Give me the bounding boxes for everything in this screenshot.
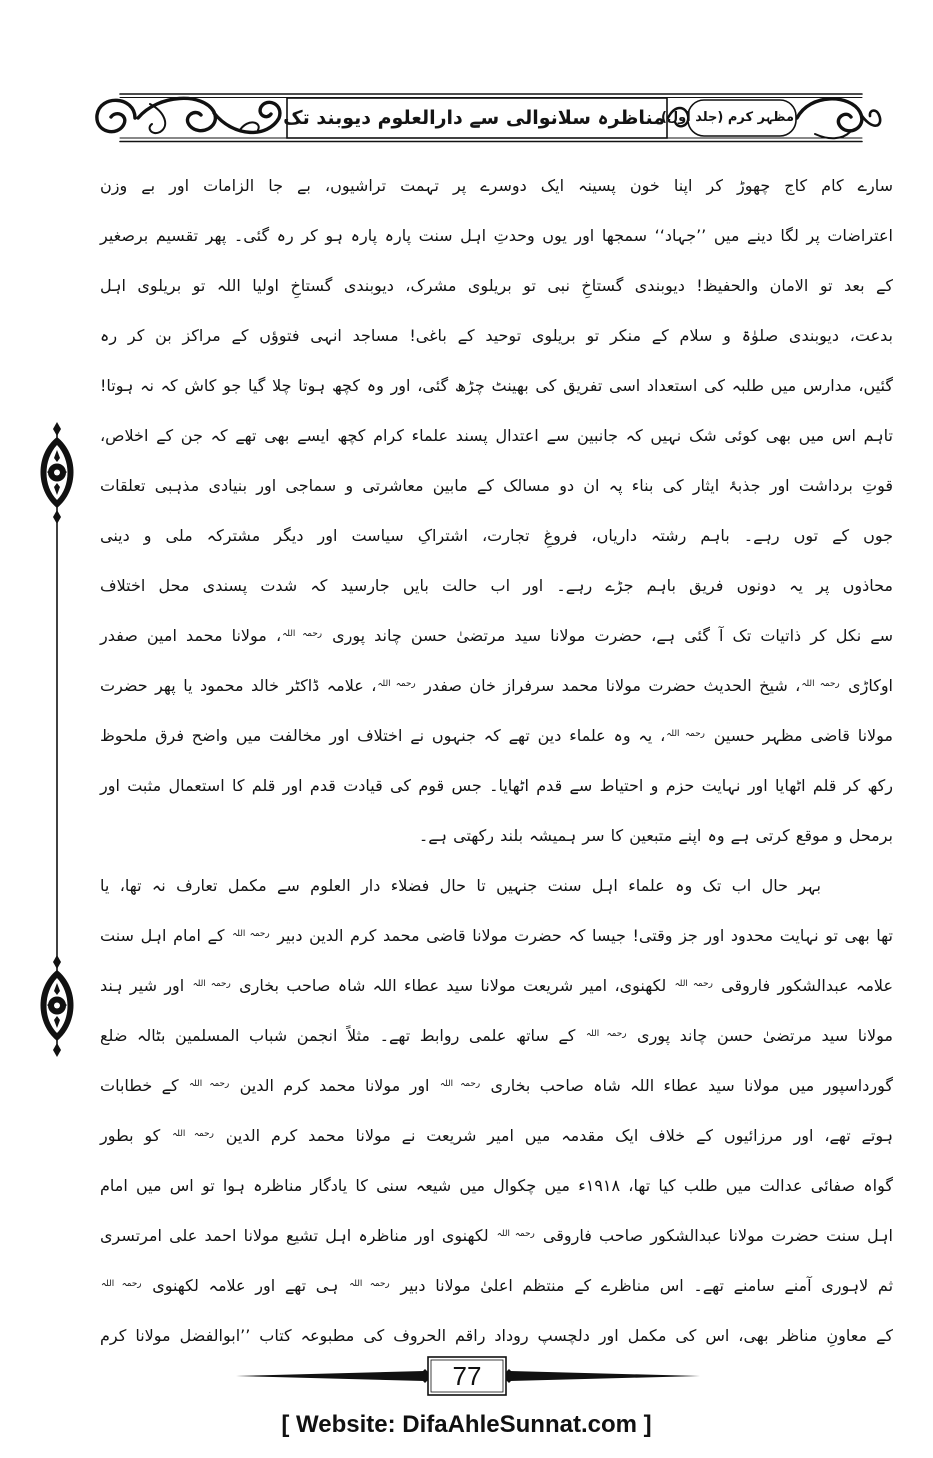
honorific-rahimahullah: رحمہ اللہ [192, 979, 231, 990]
text-line: بدعت، دیوبندی صلوٰۃ و سلام کے منکر تو بریلوی توحید کے باغی! مساجد انہی فتوؤں کے مراکز بن کر رہ [100, 326, 893, 345]
text-line: اوکاڑی $^{رحمہ اللہ}$، شیخ الحدیث حضرت مولانا محمد سرفراز خان صفدر $^{رحمہ اللہ}$، علامہ ڈاکٹر خالد محمود یا پھر حضرت [100, 676, 894, 695]
text-line: جوں کے توں رہے۔ باہم رشتہ داریاں، فروغِ تجارت، اشتراکِ سیاست اور دیگر مشترکہ ملی و دینی [100, 526, 893, 545]
honorific-rahimahullah: رحمہ اللہ [172, 1129, 214, 1140]
honorific-rahimahullah: رحمہ اللہ [674, 979, 713, 990]
text-line: مولانا قاضی مظہر حسین $^{رحمہ اللہ}$، یہ وہ علماء دین تھے کہ جنہوں نے اختلاف اور مخالفت میں واضح فرق ملحوظ [100, 726, 893, 745]
honorific-rahimahullah: رحمہ اللہ [377, 679, 416, 690]
honorific-rahimahullah: رحمہ اللہ [189, 1079, 230, 1090]
honorific-rahimahullah: رحمہ اللہ [101, 1279, 142, 1290]
honorific-rahimahullah: رحمہ اللہ [801, 679, 840, 690]
text-line: کے بعد تو الامان والحفیظ! دیوبندی گستاخِ نبی تو بریلوی مشرک، دیوبندی گستاخِ اولیا اللہ تو بریلوی اہل [100, 276, 893, 295]
honorific-rahimahullah: رحمہ اللہ [282, 629, 323, 640]
website-footer: [ Website: DifaAhleSunnat.com ] [281, 1411, 652, 1438]
text-line: اہل سنت حضرت مولانا عبدالشکور صاحب فاروقی $^{رحمہ اللہ}$ لکھنوی اور مناظرہ اہل تشیع مولانا احمد علی امرتسری [100, 1226, 893, 1245]
text-line: اعتراضات پر لگا دینے میں ’’جہاد‘‘ سمجھا اور یوں وحدتِ اہل سنت پارہ پارہ ہو کر رہ گئی۔ پھر تقسیم برصغیر [100, 226, 893, 245]
text-line: ہوتے تھے، اور مرزائیوں کے خلاف ایک مقدمہ میں امیر شریعت نے مولانا محمد کرم الدین $^{رحمہ اللہ}$ کو بطور [100, 1126, 894, 1145]
text-line: علامہ عبدالشکور فاروقی $^{رحمہ اللہ}$ لکھنوی، امیر شریعت مولانا سید عطاء اللہ شاہ صاحب بخاری $^{رحمہ اللہ}$ اور شیر ہند [100, 976, 894, 995]
body-text [100, 161, 893, 1361]
text-line-paragraph-end: برمحل و موقع کرتی ہے وہ اپنے متبعین کا سر ہمیشہ بلند رکھتی ہے۔ [418, 826, 893, 845]
diamond-finial [53, 1043, 61, 1057]
text-line: سارے کام کاج چھوڑ کر اپنا خون پسینہ ایک دوسرے پر تہمت تراشیوں، بے جا الزامات اور بے وزن [100, 176, 893, 195]
honorific-rahimahullah: رحمہ اللہ [666, 729, 705, 740]
taper-line-left [236, 1371, 424, 1381]
scroll-flourish [860, 111, 880, 126]
text-line: گواہ صفائی عدالت میں طلب کیا تھا، ۱۹۱۸ء میں چکوال میں شیعہ سنی کا یادگار مناظرہ ہوا تو اس میں امام [100, 1176, 893, 1195]
page-number: 77 [452, 1361, 482, 1391]
chapter-title: مناظرہ سلانوالی سے دارالعلوم دیوبند تک [283, 107, 665, 129]
scroll-flourish [240, 122, 259, 130]
text-line: تھا بھی تو نہایت محدود اور جز وقتی! جیسا کہ حضرت مولانا قاضی محمد کرم الدین دبیر $^{رحمہ اللہ}$ کے امام اہل سنت [100, 926, 893, 945]
honorific-rahimahullah: رحمہ اللہ [439, 1079, 481, 1090]
diamond-finial [53, 955, 61, 969]
honorific-rahimahullah: رحمہ اللہ [586, 1029, 627, 1040]
scroll-flourish [815, 132, 850, 138]
honorific-rahimahullah: رحمہ اللہ [349, 1279, 390, 1290]
text-line: قوتِ برداشت اور جذبۂ ایثار کی بناء پہ ان دو مسالک کے مابین معاشرتی و سماجی اور بنیادی مذہبی تعلقات [100, 476, 893, 495]
diamond-finial [53, 510, 61, 524]
text-line: گئیں، مدارس میں طلبہ کی استعداد اسی تفریق کی بھینٹ چڑھ گئی، اور وہ کچھ ہوتا چلا گیا جو کاش کہ نہ ہوتا! [100, 376, 893, 395]
scroll-flourish [97, 100, 135, 131]
text-line: کے معاونِ مناظر بھی، اس کی مکمل اور دلچسپ روداد راقم الحروف کی مطبوعہ کتاب ’’ابوالفضل مولانا کرم [100, 1326, 893, 1345]
text-line: رکھ کر قلم اٹھایا اور نہایت حزم و احتیاط سے قدم اٹھایا۔ جس قوم کی قیادت قدم اور قلم کا استعمال مثبت اور [100, 776, 893, 795]
book-title: مظہر کرم (جلد اول) [660, 110, 794, 125]
honorific-rahimahullah: رحمہ اللہ [496, 1229, 535, 1240]
text-line: سے نکل کر ذاتیات تک آ گئی ہے، حضرت مولانا سید مرتضیٰ حسن چاند پوری $^{رحمہ اللہ}$، مولانا محمد امین صفدر [100, 626, 894, 645]
text-line: تاہم اس میں بھی کوئی شک نہیں کہ جانبین سے اعتدال پسند علماء کرام کچھ ایسے بھی تھے کہ جن کے اخلاص، [100, 426, 893, 445]
text-line: مولانا سید مرتضیٰ حسن چاند پوری $^{رحمہ اللہ}$ کے ساتھ علمی روابط تھے۔ مثلاً انجمن شباب المسلمین بٹالہ ضلع [100, 1026, 893, 1045]
text-line: ثم لاہوری آمنے سامنے تھے۔ اس مناظرے کے منتظم اعلیٰ مولانا دبیر $^{رحمہ اللہ}$ ہی تھے اور علامہ لکھنوی $^{رحمہ اللہ}$ [101, 1276, 894, 1295]
honorific-rahimahullah: رحمہ اللہ [232, 929, 270, 940]
scroll-flourish [214, 102, 280, 132]
text-line-paragraph-start: بہر حال اب تک وہ علماء اہل سنت جنہیں تا حال فضلاء دار العلوم سے مکمل تعارف نہ تھا، یا [100, 876, 821, 895]
taper-line-right [510, 1371, 700, 1381]
scroll-flourish [797, 99, 862, 131]
text-line: محاذوں پر یہ دونوں فریق باہم جڑے رہے۔ اور اب حالت بایں جارسید کہ شدت پسندی محل اختلاف [100, 576, 893, 595]
diamond-finial [53, 422, 61, 436]
text-line: گورداسپور میں مولانا سید عطاء اللہ شاہ صاحب بخاری $^{رحمہ اللہ}$ اور مولانا محمد کرم الدین $^{رحمہ اللہ}$ کے خطابات [100, 1076, 893, 1095]
margin-ornament [25, 420, 89, 1060]
